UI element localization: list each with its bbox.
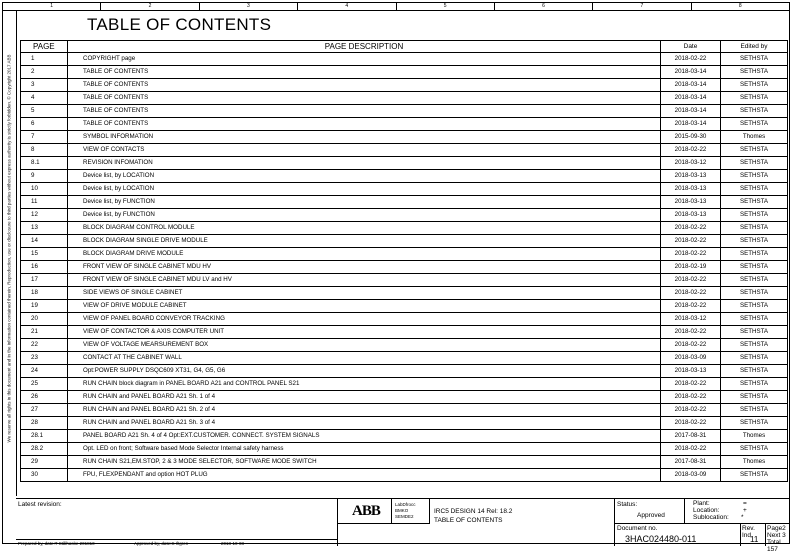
date-cell: 2018-03-09: [661, 352, 721, 364]
edited-by-cell: SETHSTA: [721, 144, 788, 156]
description-cell: VIEW OF CONTACTS: [68, 144, 661, 156]
total-pages: Total 157: [767, 539, 781, 553]
edited-by-cell: SETHSTA: [721, 196, 788, 208]
status-box: [615, 499, 685, 524]
date-cell: 2018-02-22: [661, 326, 721, 338]
page-number-cell: 27: [20, 404, 68, 416]
ruler-cell: 3: [200, 3, 298, 10]
table-row: [20, 300, 788, 313]
description-cell: Device list, by LOCATION: [68, 183, 661, 195]
edited-by-cell: SETHSTA: [721, 66, 788, 78]
page-number-cell: 6: [20, 118, 68, 130]
date-cell: 2018-02-22: [661, 274, 721, 286]
description-cell: SIDE VIEWS OF SINGLE CABINET: [68, 287, 661, 299]
date-cell: 2017-08-31: [661, 456, 721, 468]
page-number-cell: 21: [20, 326, 68, 338]
date-cell: 2018-02-22: [661, 287, 721, 299]
status-label: Status:: [617, 501, 638, 508]
ruler-cell: 8: [738, 3, 742, 9]
date-cell: 2018-03-13: [661, 196, 721, 208]
date-cell: 2018-02-22: [661, 235, 721, 247]
table-header: [20, 40, 788, 53]
date-cell: 2018-03-09: [661, 469, 721, 481]
description-cell: Opt. LED on front; Software based Mode Selector Internal safety harness: [68, 443, 661, 455]
page-number-cell: 23: [20, 352, 68, 364]
edited-by-cell: SETHSTA: [721, 469, 788, 481]
description-cell: BLOCK DIAGRAM CONTROL MODULE: [68, 222, 661, 234]
table-row: [20, 170, 788, 183]
page-number-cell: 3: [20, 79, 68, 91]
table-row: [20, 105, 788, 118]
date-cell: 2018-02-22: [661, 443, 721, 455]
location-value: +: [743, 507, 747, 514]
edited-by-cell: SETHSTA: [721, 378, 788, 390]
edited-by-cell: SETHSTA: [721, 209, 788, 221]
table-row: [20, 352, 788, 365]
table-row: [20, 313, 788, 326]
page-number-cell: 18: [20, 287, 68, 299]
description-cell: VIEW OF DRIVE MODULE CABINET: [68, 300, 661, 312]
abb-logo: ABB: [352, 503, 380, 519]
copyright-strip: [3, 10, 17, 496]
prepared-by: Prepared by, date:T Stålhaske 201810: [18, 541, 95, 546]
description-cell: FPU, FLEXPENDANT and option HOT PLUG: [68, 469, 661, 481]
page-number-cell: 19: [20, 300, 68, 312]
edited-by-cell: SETHSTA: [721, 157, 788, 169]
table-row: [20, 430, 788, 443]
table-row: [20, 196, 788, 209]
approved-by: Approved by, date:S Ögren: [134, 541, 189, 546]
table-row: [20, 456, 788, 469]
page-number-cell: 22: [20, 339, 68, 351]
page-number-cell: 4: [20, 92, 68, 104]
edited-by-cell: Thomes: [721, 131, 788, 143]
table-row: [20, 365, 788, 378]
page-number-cell: 17: [20, 274, 68, 286]
plant-label: Plant:: [693, 500, 710, 507]
revision-box: [16, 499, 338, 546]
document-number: 3HAC024480-011: [625, 534, 697, 544]
edited-by-cell: SETHSTA: [721, 300, 788, 312]
page-number-cell: 2: [20, 66, 68, 78]
revision-index-box: [741, 524, 766, 546]
company-line: LabDfrocc: [395, 502, 416, 507]
description-cell: Device list, by FUNCTION: [68, 209, 661, 221]
company-info: [395, 502, 416, 520]
page-number-cell: 20: [20, 313, 68, 325]
description-cell: TABLE OF CONTENTS: [68, 79, 661, 91]
contents-table: [20, 40, 788, 482]
table-row: [20, 144, 788, 157]
next-page: Next 3: [767, 532, 786, 539]
description-cell: FRONT VIEW OF SINGLE CABINET MDU HV: [68, 261, 661, 273]
table-body: [20, 53, 788, 482]
date-cell: 2018-03-13: [661, 183, 721, 195]
date-cell: 2018-02-22: [661, 53, 721, 65]
page-number-cell: 15: [20, 248, 68, 260]
table-row: [20, 183, 788, 196]
edited-by-cell: SETHSTA: [721, 287, 788, 299]
table-row: [20, 66, 788, 79]
drawing-frame: [2, 2, 790, 553]
table-row: [20, 261, 788, 274]
page-number-cell: 14: [20, 235, 68, 247]
table-row: [20, 131, 788, 144]
edited-by-cell: SETHSTA: [721, 118, 788, 130]
edited-by-cell: SETHSTA: [721, 261, 788, 273]
edited-by-cell: SETHSTA: [721, 313, 788, 325]
table-row: [20, 79, 788, 92]
logo-box: [338, 499, 392, 524]
copyright-note: We reserve all rights in this document and in the information contained therein. Reproduction, use or disclosure to third parties without express authority is strictly forbidden. © Copyright 2017 ABB: [6, 54, 12, 443]
page-number-cell: 28.2: [20, 443, 68, 455]
page-title: TABLE OF CONTENTS: [87, 15, 272, 34]
table-row: [20, 235, 788, 248]
plant-box: [685, 499, 789, 524]
date-cell: 2018-03-13: [661, 170, 721, 182]
page-number-cell: 25: [20, 378, 68, 390]
edited-by-cell: SETHSTA: [721, 235, 788, 247]
latest-revision-label: Latest revision:: [18, 501, 62, 508]
table-row: [20, 157, 788, 170]
date-cell: 2018-03-14: [661, 79, 721, 91]
table-row: [20, 417, 788, 430]
status-value: Approved: [637, 512, 665, 519]
date-cell: 2017-08-31: [661, 430, 721, 442]
date-cell: 2015-09-30: [661, 131, 721, 143]
description-cell: TABLE OF CONTENTS: [68, 118, 661, 130]
table-row: [20, 287, 788, 300]
date-cell: 2018-02-22: [661, 248, 721, 260]
edited-by-cell: SETHSTA: [721, 352, 788, 364]
page-number-cell: 24: [20, 365, 68, 377]
page-number-cell: 29: [20, 456, 68, 468]
date-cell: 2018-02-22: [661, 222, 721, 234]
description-cell: TABLE OF CONTENTS: [68, 92, 661, 104]
date-cell: 2018-02-22: [661, 417, 721, 429]
date-cell: 2018-02-22: [661, 144, 721, 156]
description-cell: CONTACT AT THE CABINET WALL: [68, 352, 661, 364]
edited-by-cell: SETHSTA: [721, 274, 788, 286]
column-ruler: [3, 3, 789, 11]
description-cell: SYMBOL INFORMATION: [68, 131, 661, 143]
date-cell: 2018-02-22: [661, 391, 721, 403]
page-number-cell: 5: [20, 105, 68, 117]
description-cell: RUN CHAIN and PANEL BOARD A21 Sh. 1 of 4: [68, 391, 661, 403]
edited-by-cell: SETHSTA: [721, 222, 788, 234]
edited-by-cell: SETHSTA: [721, 339, 788, 351]
ruler-cell: 6: [495, 3, 593, 10]
description-cell: REVISION INFOMATION: [68, 157, 661, 169]
page-number-cell: 8: [20, 144, 68, 156]
edited-by-cell: SETHSTA: [721, 105, 788, 117]
date-cell: 2018-02-22: [661, 378, 721, 390]
table-row: [20, 248, 788, 261]
title-block: [16, 498, 789, 553]
page-number-cell: 10: [20, 183, 68, 195]
ruler-cell: 2: [101, 3, 199, 10]
description-cell: TABLE OF CONTENTS: [68, 66, 661, 78]
document-number-box: [615, 524, 741, 546]
page-number-cell: 16: [20, 261, 68, 273]
approved-date: 2018-10-08: [221, 541, 245, 546]
edited-by-cell: Thomes: [721, 430, 788, 442]
table-row: [20, 404, 788, 417]
company-box: [392, 499, 430, 524]
page-number: Page2: [767, 525, 786, 532]
date-cell: 2018-03-14: [661, 66, 721, 78]
page-number-cell: 8.1: [20, 157, 68, 169]
table-row: [20, 222, 788, 235]
revision-index-label: Rev. Ind: [742, 525, 755, 539]
table-row: [20, 92, 788, 105]
table-row: [20, 391, 788, 404]
page-number-cell: 1: [20, 53, 68, 65]
description-cell: TABLE OF CONTENTS: [68, 105, 661, 117]
sublocation-value: *: [741, 514, 744, 521]
description-cell: Opt:POWER SUPPLY DSQC609 XT31, G4, G5, G6: [68, 365, 661, 377]
description-cell: RUN CHAIN block diagram in PANEL BOARD A21 and CONTROL PANEL S21: [68, 378, 661, 390]
table-row: [20, 469, 788, 482]
edited-by-cell: SETHSTA: [721, 183, 788, 195]
description-cell: VIEW OF PANEL BOARD CONVEYOR TRACKING: [68, 313, 661, 325]
edited-by-cell: SETHSTA: [721, 391, 788, 403]
plant-value: =: [743, 500, 747, 507]
page-number-cell: 26: [20, 391, 68, 403]
date-cell: 2018-02-22: [661, 300, 721, 312]
date-cell: 2018-02-22: [661, 404, 721, 416]
header-edited-by: Edited by: [721, 41, 788, 52]
ruler-cell: 7: [593, 3, 691, 10]
date-cell: 2018-03-12: [661, 157, 721, 169]
header-date: Date: [661, 41, 721, 52]
date-cell: 2018-03-13: [661, 365, 721, 377]
design-box: [430, 499, 615, 546]
date-cell: 2018-03-13: [661, 209, 721, 221]
revision-index: 11: [750, 535, 759, 544]
description-cell: PANEL BOARD A21 Sh. 4 of 4 Opt:EXT.CUSTOMER. CONNECT. SYSTEM SIGNALS: [68, 430, 661, 442]
sheet-title: TABLE OF CONTENTS: [434, 517, 503, 524]
description-cell: Device list, by FUNCTION: [68, 196, 661, 208]
date-cell: 2018-02-19: [661, 261, 721, 273]
ruler-cell: 5: [397, 3, 495, 10]
page-number-cell: 9: [20, 170, 68, 182]
edited-by-cell: Thomes: [721, 456, 788, 468]
table-row: [20, 274, 788, 287]
table-row: [20, 209, 788, 222]
page-number-cell: 13: [20, 222, 68, 234]
edited-by-cell: SETHSTA: [721, 326, 788, 338]
date-cell: 2018-02-22: [661, 339, 721, 351]
description-cell: FRONT VIEW OF SINGLE CABINET MDU LV and HV: [68, 274, 661, 286]
document-number-label: Document no.: [617, 525, 658, 532]
ruler-cell: 1: [3, 3, 101, 10]
edited-by-cell: SETHSTA: [721, 92, 788, 104]
description-cell: RUN CHAIN and PANEL BOARD A21 Sh. 3 of 4: [68, 417, 661, 429]
sublocation-label: Sublocation:: [693, 514, 729, 521]
ruler-cell: 4: [298, 3, 396, 10]
page-number-cell: 30: [20, 469, 68, 481]
edited-by-cell: SETHSTA: [721, 404, 788, 416]
header-page: PAGE: [20, 41, 68, 52]
company-line: SEMDE2: [395, 514, 414, 519]
description-cell: VIEW OF VOLTAGE MEARSUREMENT BOX: [68, 339, 661, 351]
table-row: [20, 443, 788, 456]
design-title: IRC5 DESIGN 14 Rel: 18.2: [434, 508, 513, 515]
table-row: [20, 378, 788, 391]
table-row: [20, 326, 788, 339]
date-cell: 2018-03-12: [661, 313, 721, 325]
page-number-cell: 7: [20, 131, 68, 143]
edited-by-cell: SETHSTA: [721, 53, 788, 65]
table-row: [20, 339, 788, 352]
date-cell: 2018-03-14: [661, 92, 721, 104]
edited-by-cell: SETHSTA: [721, 365, 788, 377]
table-row: [20, 53, 788, 66]
page-number-cell: 11: [20, 196, 68, 208]
page-number-cell: 28.1: [20, 430, 68, 442]
page-number-cell: 28: [20, 417, 68, 429]
description-cell: BLOCK DIAGRAM DRIVE MODULE: [68, 248, 661, 260]
description-cell: Device list, by LOCATION: [68, 170, 661, 182]
edited-by-cell: SETHSTA: [721, 248, 788, 260]
date-cell: 2018-03-14: [661, 118, 721, 130]
date-cell: 2018-03-14: [661, 105, 721, 117]
edited-by-cell: SETHSTA: [721, 170, 788, 182]
description-cell: RUN CHAIN S21,EM.STOP, 2 & 3 MODE SELECTOR, SOFTWARE MODE SWITCH: [68, 456, 661, 468]
page-number-cell: 12: [20, 209, 68, 221]
description-cell: BLOCK DIAGRAM SINGLE DRIVE MODULE: [68, 235, 661, 247]
edited-by-cell: SETHSTA: [721, 417, 788, 429]
page-count-box: [766, 524, 789, 553]
description-cell: VIEW OF CONTACTOR & AXIS COMPUTER UNIT: [68, 326, 661, 338]
approval-strip: [16, 539, 338, 547]
table-row: [20, 118, 788, 131]
description-cell: RUN CHAIN and PANEL BOARD A21 Sh. 2 of 4: [68, 404, 661, 416]
header-description: PAGE DESCRIPTION: [68, 41, 661, 52]
edited-by-cell: SETHSTA: [721, 79, 788, 91]
description-cell: COPYRIGHT page: [68, 53, 661, 65]
location-label: Location:: [693, 507, 720, 514]
company-line: BMKO: [395, 508, 409, 513]
edited-by-cell: SETHSTA: [721, 443, 788, 455]
